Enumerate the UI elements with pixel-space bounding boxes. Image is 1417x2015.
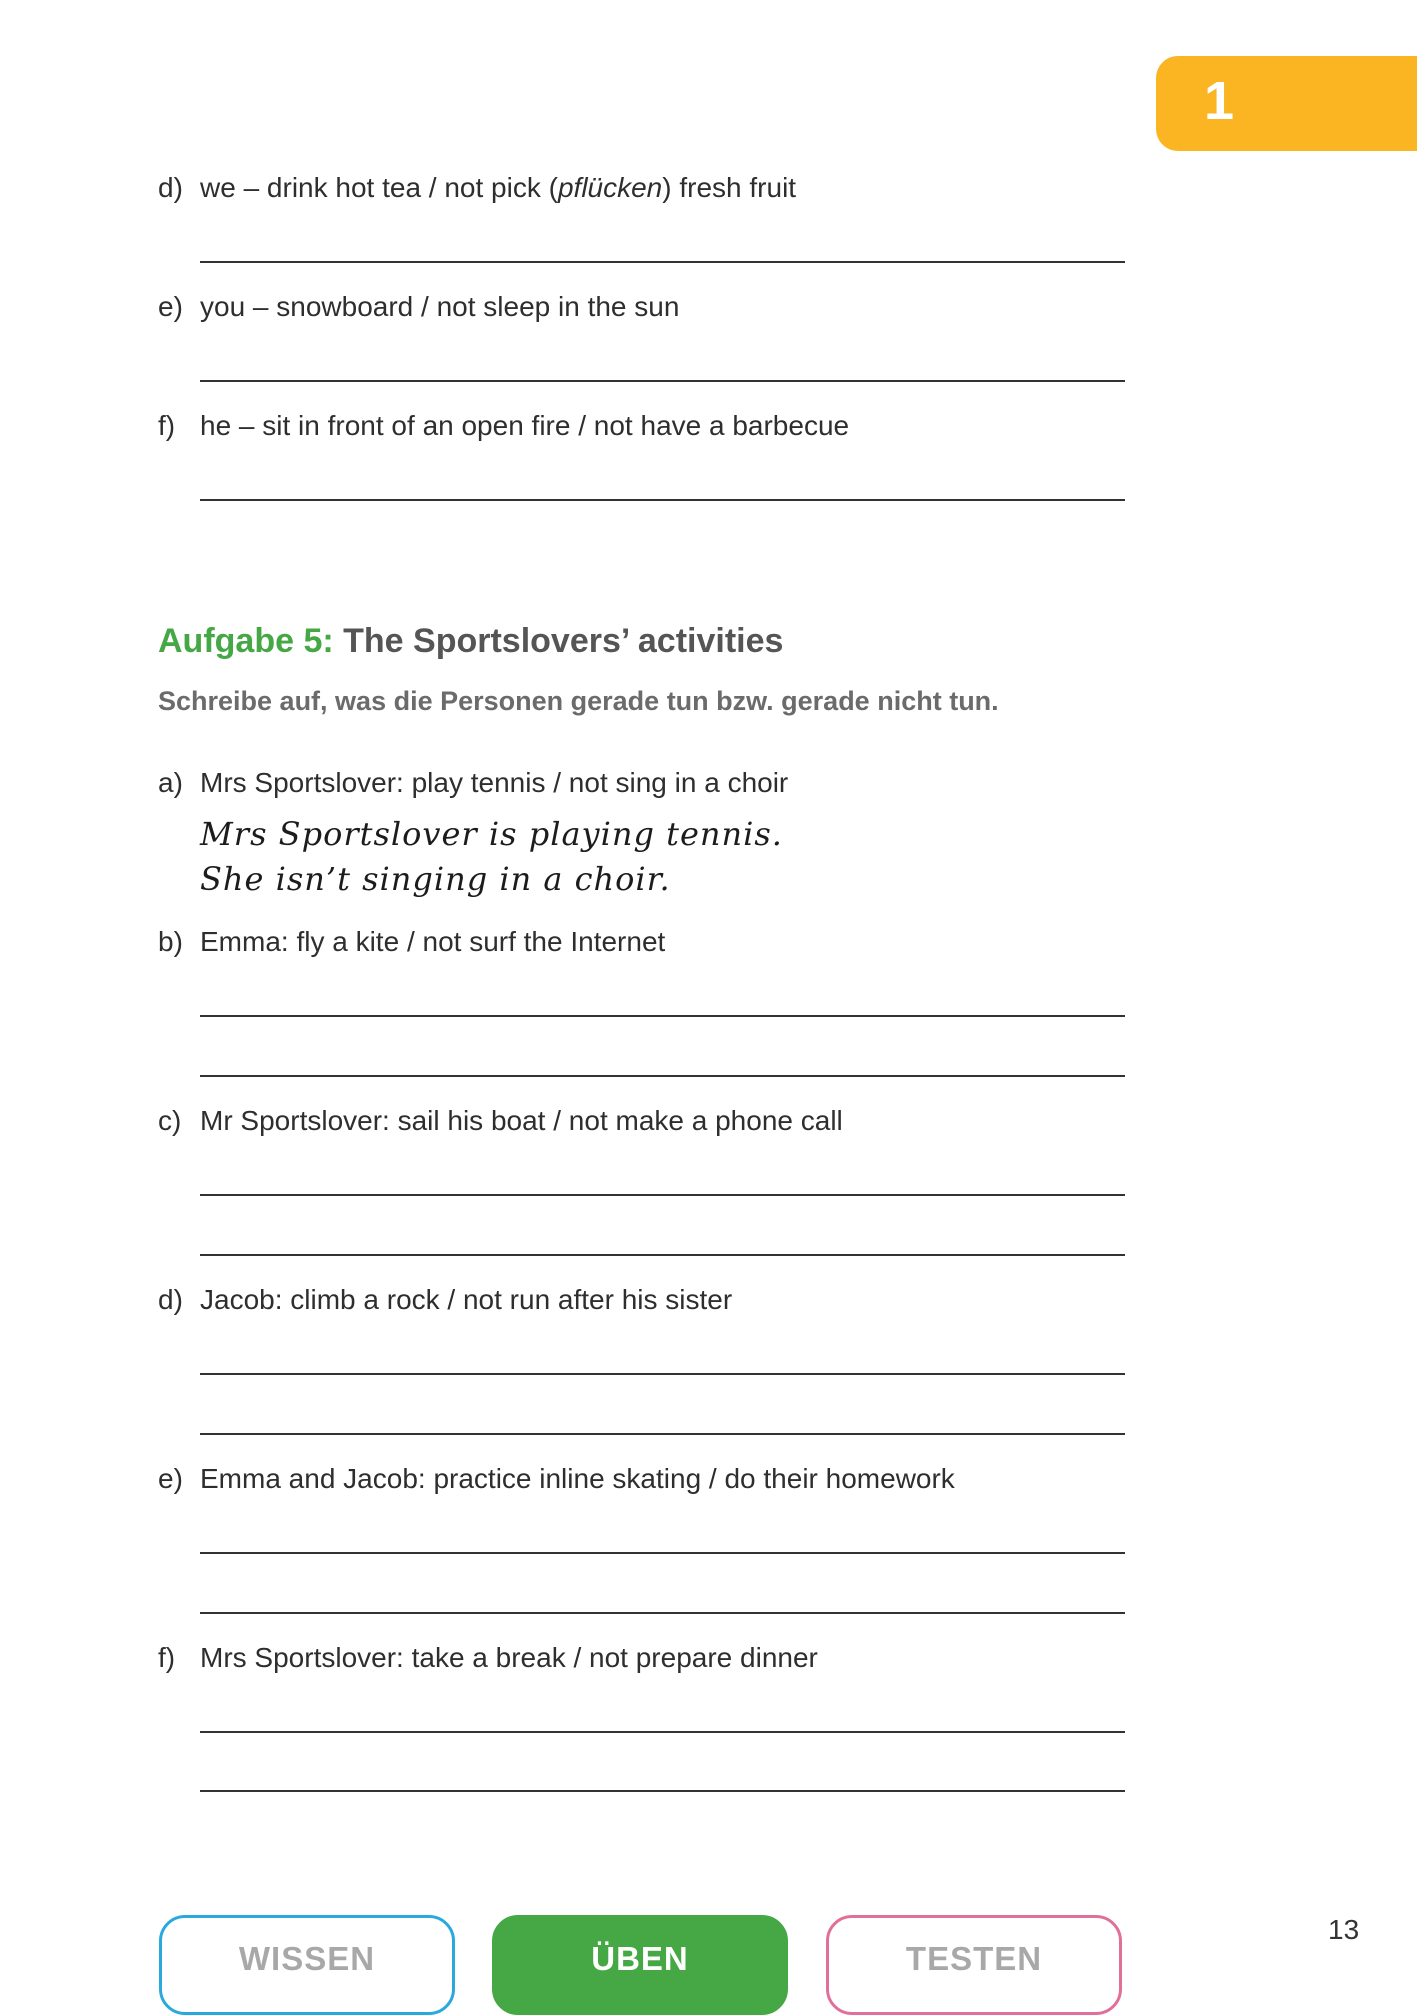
chapter-tab: [1156, 56, 1417, 151]
item-letter: f): [158, 410, 176, 441]
item-letter: c): [158, 1105, 182, 1136]
task-label: Aufgabe 5:: [158, 622, 334, 660]
answer-line[interactable]: [200, 1015, 1125, 1017]
answer-line[interactable]: [200, 380, 1125, 382]
item-text: Emma and Jacob: practice inline skating / do their homework: [200, 1463, 955, 1494]
item-text: Emma: fly a kite / not surf the Internet: [200, 926, 666, 957]
answer-line[interactable]: [200, 1433, 1125, 1435]
answer-line[interactable]: [200, 261, 1125, 263]
answer-line[interactable]: [200, 499, 1125, 501]
item-b: [158, 924, 665, 960]
answer-line[interactable]: [200, 1552, 1125, 1554]
prev-item-f: [158, 408, 849, 444]
answer-line[interactable]: [200, 1254, 1125, 1256]
item-text-end: ) fresh fruit: [662, 172, 797, 203]
chapter-number: 1: [1204, 71, 1235, 131]
item-letter: d): [158, 1284, 183, 1315]
item-text: you – snowboard / not sleep in the sun: [200, 291, 680, 322]
wissen-tab[interactable]: WISSEN: [159, 1915, 455, 2015]
task-heading: [158, 622, 783, 661]
item-text-italic: pflücken: [557, 172, 663, 203]
item-text: Mrs Sportslover: take a break / not prepare dinner: [200, 1642, 818, 1673]
item-e: [158, 1461, 955, 1497]
item-text: he – sit in front of an open fire / not have a barbecue: [200, 410, 850, 441]
answer-line[interactable]: [200, 1612, 1125, 1614]
answer-line[interactable]: [200, 1731, 1125, 1733]
item-text: Mr Sportslover: sail his boat / not make a phone call: [200, 1105, 843, 1136]
item-a: [158, 765, 788, 801]
item-c: [158, 1103, 843, 1139]
item-text: we – drink hot tea / not pick (: [200, 172, 558, 203]
item-letter: a): [158, 767, 183, 798]
page-number: 13: [1328, 1914, 1360, 1945]
answer-line[interactable]: [200, 1790, 1125, 1792]
item-letter: b): [158, 926, 183, 957]
answer-line[interactable]: [200, 1373, 1125, 1375]
item-letter: e): [158, 291, 183, 322]
answer-line[interactable]: [200, 1194, 1125, 1196]
item-f: [158, 1640, 818, 1676]
item-letter: e): [158, 1463, 183, 1494]
item-letter: f): [158, 1642, 176, 1673]
task-instruction: Schreibe auf, was die Personen gerade tun bzw. gerade nicht tun.: [158, 686, 999, 716]
example-answer-line-1: Mrs Sportslover is playing tennis.: [200, 815, 783, 853]
example-answer-line-2: She isn’t singing in a choir.: [200, 860, 671, 898]
item-d: [158, 1282, 732, 1318]
answer-line[interactable]: [200, 1075, 1125, 1077]
item-text: Jacob: climb a rock / not run after his sister: [200, 1284, 733, 1315]
ueben-tab[interactable]: ÜBEN: [492, 1915, 788, 2015]
prev-item-e: [158, 289, 679, 325]
testen-tab[interactable]: TESTEN: [826, 1915, 1122, 2015]
task-title: The Sportslovers’ activities: [343, 622, 784, 660]
prev-item-d: [158, 170, 796, 206]
item-letter: d): [158, 172, 183, 203]
item-text: Mrs Sportslover: play tennis / not sing in a choir: [200, 767, 789, 798]
